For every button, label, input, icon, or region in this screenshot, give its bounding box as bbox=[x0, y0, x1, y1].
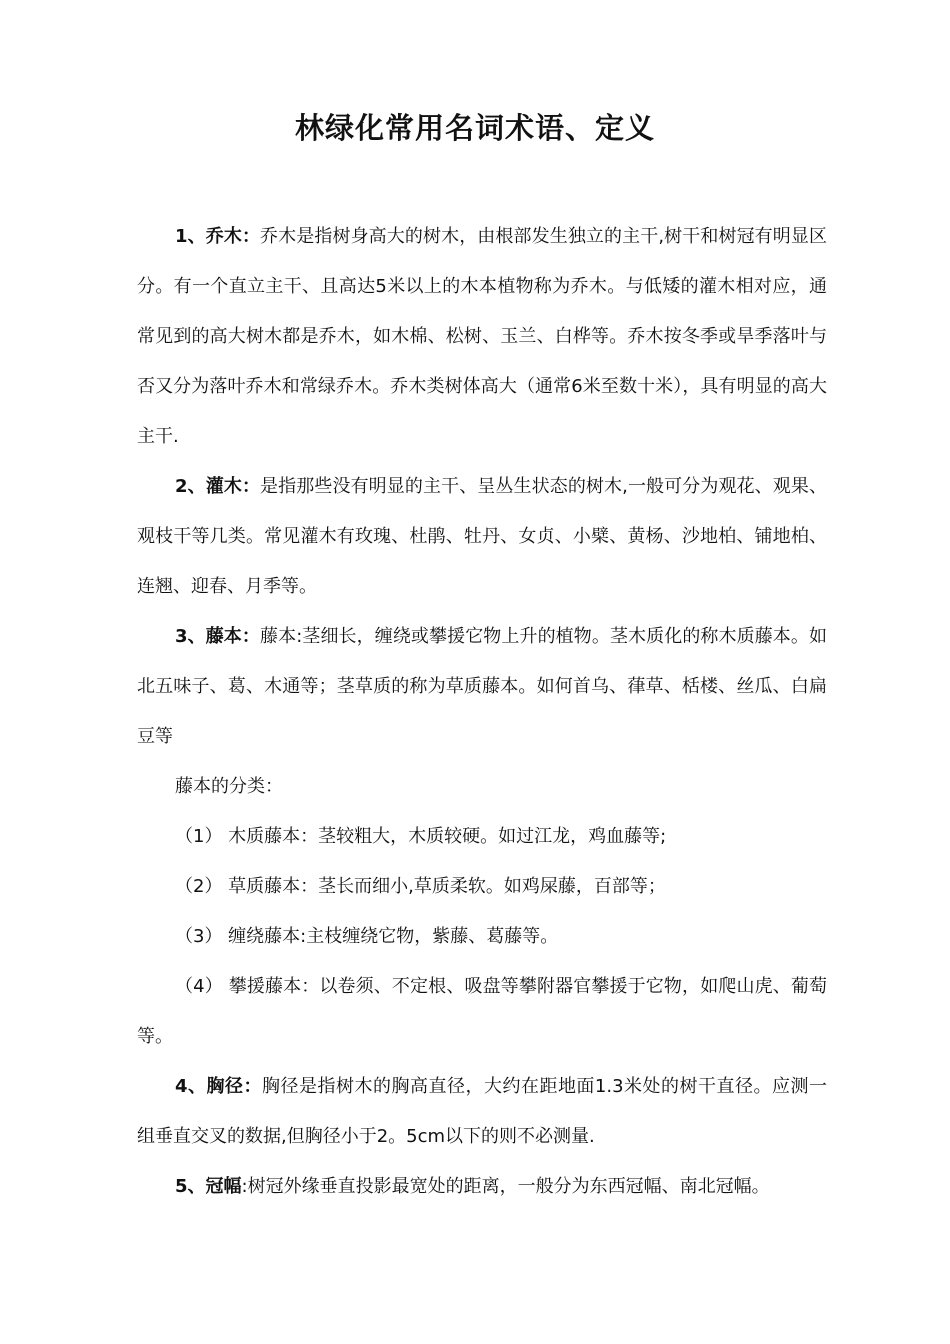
section-arbor bbox=[137, 212, 827, 462]
section-dbh bbox=[137, 1062, 827, 1162]
section-crown-width bbox=[137, 1162, 827, 1212]
section-heading: 2、灌木： bbox=[175, 476, 261, 497]
section-heading: 5、冠幅 bbox=[175, 1176, 242, 1197]
section-heading: 1、乔木： bbox=[175, 226, 261, 247]
section-heading: 4、胸径： bbox=[175, 1076, 263, 1097]
document-body bbox=[137, 212, 827, 1212]
section-text: 乔木是指树身高大的树木，由根部发生独立的主干,树干和树冠有明显区分。有一个直立主干、且高达5米以上的木本植物称为乔木。与低矮的灌木相对应，通常见到的高大树木都是乔木，如木棉、松树、玉兰、白桦等。乔木按冬季或旱季落叶与否又分为落叶乔木和常绿乔木。乔木类树体高大（通常6米至数十米），具有明显的高大主干. bbox=[137, 226, 827, 447]
section-heading: 3、藤本： bbox=[175, 626, 260, 647]
section-text: 是指那些没有明显的主干、呈丛生状态的树木,一般可分为观花、观果、观枝干等几类。常见灌木有玫瑰、杜鹃、牡丹、女贞、小檗、黄杨、沙地柏、铺地柏、连翘、迎春、月季等。 bbox=[137, 476, 827, 597]
page-title: 林绿化常用名词术语、定义 bbox=[294, 111, 655, 145]
section-vine bbox=[137, 612, 827, 762]
section-shrub bbox=[137, 462, 827, 612]
vine-classification-item: （4） 攀援藤本：以卷须、不定根、吸盘等攀附器官攀援于它物，如爬山虎、葡萄等。 bbox=[137, 976, 827, 1047]
section-text: 藤本:茎细长，缠绕或攀援它物上升的植物。茎木质化的称木质藤本。如北五味子、葛、木通等；茎草质的称为草质藤本。如何首乌、葎草、栝楼、丝瓜、白扁豆等 bbox=[137, 626, 827, 747]
vine-classification-item: （1） 木质藤本：茎较粗大，木质较硬。如过江龙，鸡血藤等; bbox=[175, 826, 667, 847]
vine-classification-intro: 藤本的分类： bbox=[175, 776, 283, 797]
section-text: :树冠外缘垂直投影最宽处的距离，一般分为东西冠幅、南北冠幅。 bbox=[241, 1176, 770, 1197]
vine-classification-item: （2） 草质藤本：茎长而细小,草质柔软。如鸡屎藤，百部等； bbox=[175, 876, 666, 897]
vine-classification-item: （3） 缠绕藤本:主枝缠绕它物，紫藤、葛藤等。 bbox=[175, 926, 559, 947]
section-text: 胸径是指树木的胸高直径，大约在距地面1.3米处的树干直径。应测一组垂直交叉的数据,但胸径小于2。5cm以下的则不必测量. bbox=[137, 1076, 828, 1147]
